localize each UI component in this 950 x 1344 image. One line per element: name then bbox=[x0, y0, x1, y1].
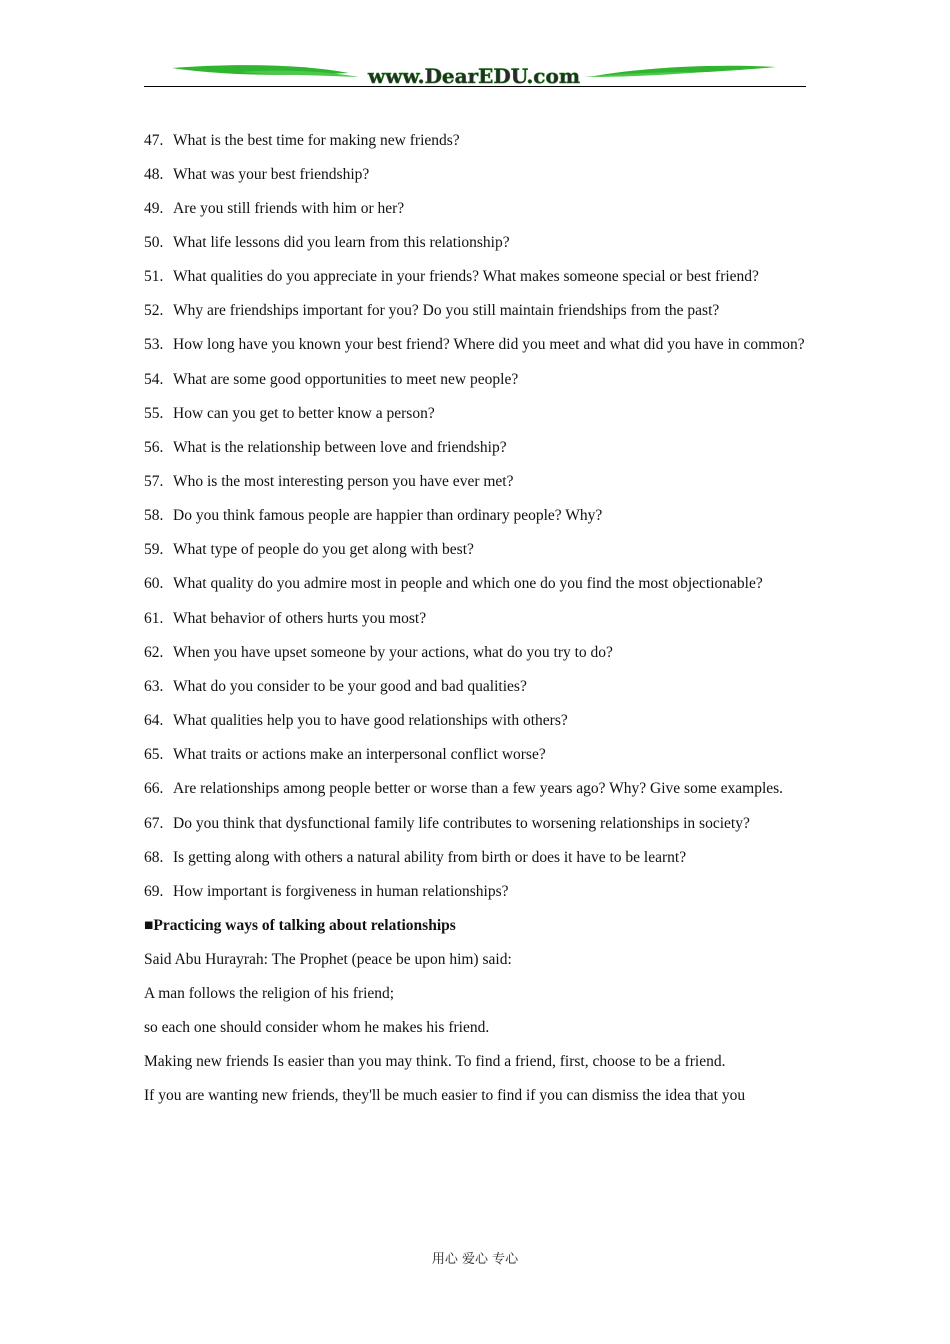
section-title: Practicing ways of talking about relationships bbox=[153, 917, 456, 934]
paragraph: A man follows the religion of his friend; bbox=[144, 985, 395, 1002]
question-text: How long have you known your best friend? Where did you meet and what did you have in common? bbox=[173, 336, 805, 353]
question-number: 63. bbox=[144, 678, 164, 695]
question-item bbox=[144, 158, 806, 192]
question-number: 57. bbox=[144, 473, 164, 490]
question-item bbox=[144, 636, 806, 670]
question-text: What do you consider to be your good and bad qualities? bbox=[173, 678, 527, 695]
question-text: Do you think that dysfunctional family life contributes to worsening relationships in society? bbox=[173, 815, 750, 832]
question-item bbox=[144, 124, 806, 158]
question-text: What qualities help you to have good relationships with others? bbox=[173, 712, 568, 729]
question-number: 52. bbox=[144, 302, 164, 319]
question-text: Are you still friends with him or her? bbox=[173, 200, 405, 217]
question-list bbox=[144, 124, 806, 909]
question-number: 68. bbox=[144, 849, 164, 866]
question-item bbox=[144, 363, 806, 397]
page-footer: 用心 爱心 专心 bbox=[431, 1252, 519, 1267]
question-item bbox=[144, 465, 806, 499]
question-number: 53. bbox=[144, 336, 164, 353]
question-text: Are relationships among people better or worse than a few years ago? Why? Give some examples. bbox=[173, 780, 784, 797]
question-number: 66. bbox=[144, 780, 164, 797]
question-item bbox=[144, 738, 806, 772]
question-text: Do you think famous people are happier than ordinary people? Why? bbox=[173, 507, 603, 524]
question-number: 47. bbox=[144, 132, 164, 149]
question-item bbox=[144, 192, 806, 226]
question-number: 48. bbox=[144, 166, 164, 183]
section-marker-icon: ■ bbox=[144, 917, 154, 934]
question-text: How important is forgiveness in human relationships? bbox=[173, 883, 509, 900]
section-heading bbox=[144, 909, 806, 943]
question-item bbox=[144, 397, 806, 431]
question-number: 59. bbox=[144, 541, 164, 558]
page-content bbox=[144, 124, 806, 1113]
question-item bbox=[144, 770, 806, 807]
question-text: What are some good opportunities to meet new people? bbox=[173, 371, 519, 388]
question-item bbox=[144, 226, 806, 260]
question-item bbox=[144, 670, 806, 704]
question-item bbox=[144, 326, 806, 363]
question-item bbox=[144, 704, 806, 738]
question-text: What life lessons did you learn from this relationship? bbox=[173, 234, 510, 251]
paragraph: Said Abu Hurayrah: The Prophet (peace be upon him) said: bbox=[144, 951, 512, 968]
question-text: What behavior of others hurts you most? bbox=[173, 610, 427, 627]
question-item bbox=[144, 260, 806, 294]
question-text: What is the best time for making new friends? bbox=[173, 132, 460, 149]
question-item bbox=[144, 499, 806, 533]
question-item bbox=[144, 807, 806, 841]
question-number: 62. bbox=[144, 644, 164, 661]
question-item bbox=[144, 602, 806, 636]
logo-text: www.DearEDU.com bbox=[367, 64, 581, 88]
question-number: 64. bbox=[144, 712, 164, 729]
question-text: Who is the most interesting person you have ever met? bbox=[173, 473, 514, 490]
question-number: 55. bbox=[144, 405, 164, 422]
header-rule bbox=[144, 86, 806, 87]
question-text: Is getting along with others a natural ability from birth or does it have to be learnt? bbox=[173, 849, 687, 866]
question-number: 69. bbox=[144, 883, 164, 900]
question-text: What type of people do you get along with best? bbox=[173, 541, 474, 558]
question-text: When you have upset someone by your actions, what do you try to do? bbox=[173, 644, 613, 661]
question-number: 67. bbox=[144, 815, 164, 832]
question-number: 49. bbox=[144, 200, 164, 217]
question-number: 56. bbox=[144, 439, 164, 456]
question-item bbox=[144, 875, 806, 909]
question-text: What qualities do you appreciate in your friends? What makes someone special or best friend? bbox=[173, 268, 759, 285]
question-text: What is the relationship between love and friendship? bbox=[173, 439, 507, 456]
question-number: 65. bbox=[144, 746, 164, 763]
question-text: What quality do you admire most in people and which one do you find the most objectionable? bbox=[173, 575, 763, 592]
paragraph: Making new friends Is easier than you may think. To find a friend, first, choose to be a friend. bbox=[144, 1053, 726, 1070]
question-item bbox=[144, 565, 806, 602]
question-number: 54. bbox=[144, 371, 164, 388]
question-text: Why are friendships important for you? Do you still maintain friendships from the past? bbox=[173, 302, 720, 319]
question-number: 60. bbox=[144, 575, 164, 592]
question-item bbox=[144, 431, 806, 465]
question-text: What traits or actions make an interpersonal conflict worse? bbox=[173, 746, 546, 763]
question-item bbox=[144, 294, 806, 328]
question-item bbox=[144, 841, 806, 875]
question-text: How can you get to better know a person? bbox=[173, 405, 435, 422]
question-number: 51. bbox=[144, 268, 164, 285]
paragraph: so each one should consider whom he makes his friend. bbox=[144, 1019, 490, 1036]
question-text: What was your best friendship? bbox=[173, 166, 370, 183]
question-item bbox=[144, 533, 806, 567]
question-number: 58. bbox=[144, 507, 164, 524]
question-number: 50. bbox=[144, 234, 164, 251]
question-number: 61. bbox=[144, 610, 164, 627]
paragraph: If you are wanting new friends, they'll be much easier to find if you can dismiss the idea that you bbox=[144, 1087, 746, 1104]
